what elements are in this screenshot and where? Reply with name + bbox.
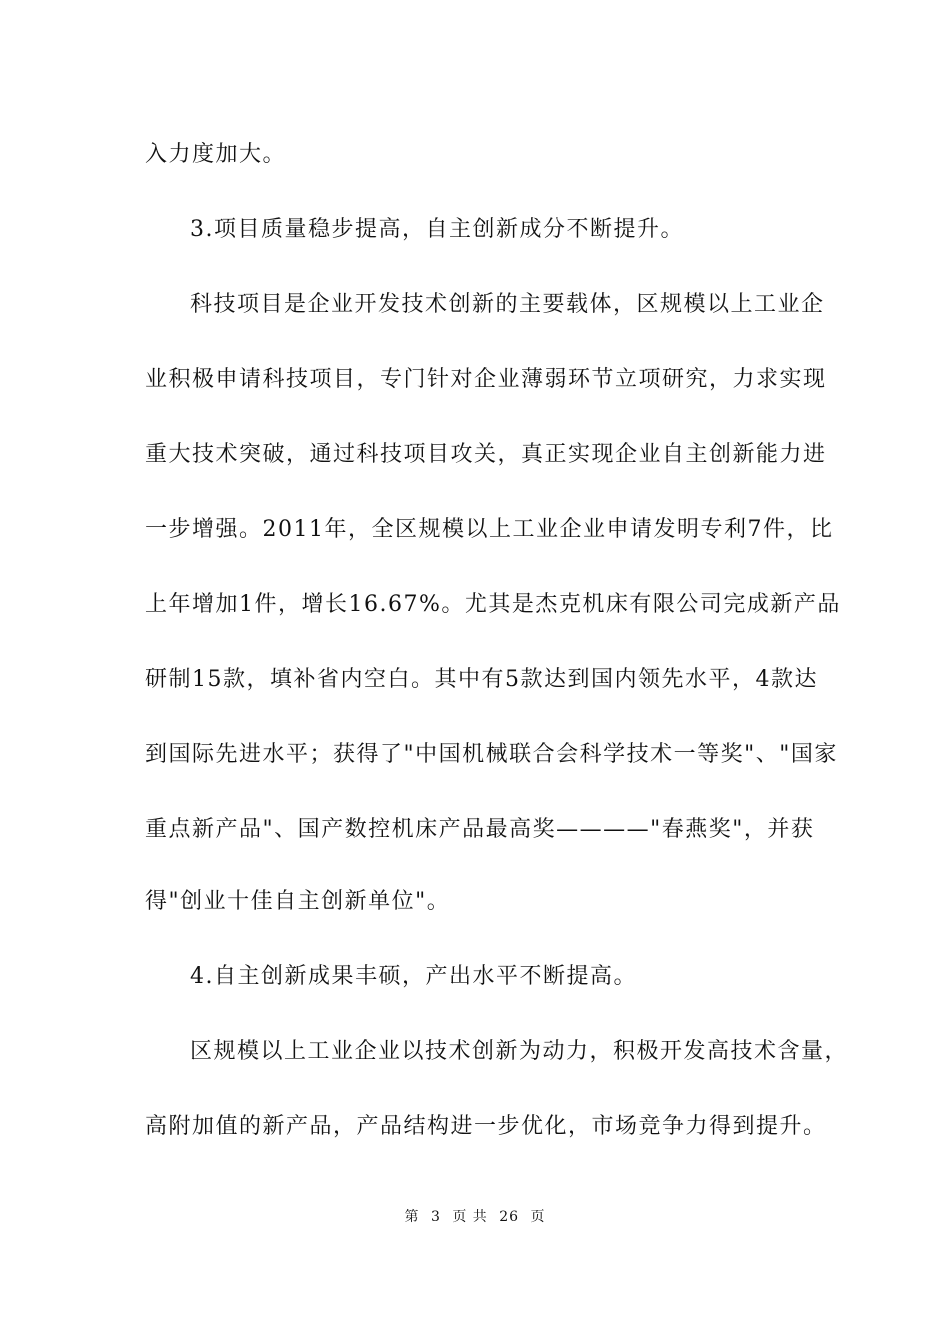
- text-line: 科技项目是企业开发技术创新的主要载体，区规模以上工业企: [190, 292, 825, 317]
- text-line: 区规模以上工业企业以技术创新为动力，积极开发高技术含量，: [190, 1039, 849, 1064]
- text-line: 高附加值的新产品，产品结构进一步优化，市场竞争力得到提升。: [145, 1114, 827, 1139]
- footer-suffix: 页: [530, 1209, 546, 1225]
- footer-current-page: 3: [430, 1209, 441, 1225]
- text-line: 重大技术突破，通过科技项目攻关，真正实现企业自主创新能力进: [145, 442, 827, 467]
- footer-total-pages: 26: [499, 1209, 520, 1225]
- text-line: 上年增加1件，增长16.67%。尤其是杰克机床有限公司完成新产品: [145, 592, 841, 617]
- text-line: 一步增强。2011年，全区规模以上工业企业申请发明专利7件，比: [145, 517, 834, 542]
- text-line: 入力度加大。: [145, 142, 287, 167]
- text-line: 到国际先进水平；获得了"中国机械联合会科学技术一等奖"、"国家: [145, 742, 838, 767]
- text-line: 业积极申请科技项目，专门针对企业薄弱环节立项研究，力求实现: [145, 367, 827, 392]
- text-line: 研制15款，填补省内空白。其中有5款达到国内领先水平，4款达: [145, 667, 818, 692]
- footer-middle: 页 共: [452, 1209, 488, 1225]
- section-heading: 4.自主创新成果丰硕，产出水平不断提高。: [190, 964, 637, 989]
- section-heading: 3.项目质量稳步提高，自主创新成分不断提升。: [190, 217, 684, 242]
- text-line: 得"创业十佳自主创新单位"。: [145, 889, 451, 914]
- page-footer: [0, 1207, 950, 1227]
- footer-prefix: 第: [404, 1209, 420, 1225]
- text-line: 重点新产品"、国产数控机床产品最高奖————"春燕奖"，并获: [145, 817, 815, 842]
